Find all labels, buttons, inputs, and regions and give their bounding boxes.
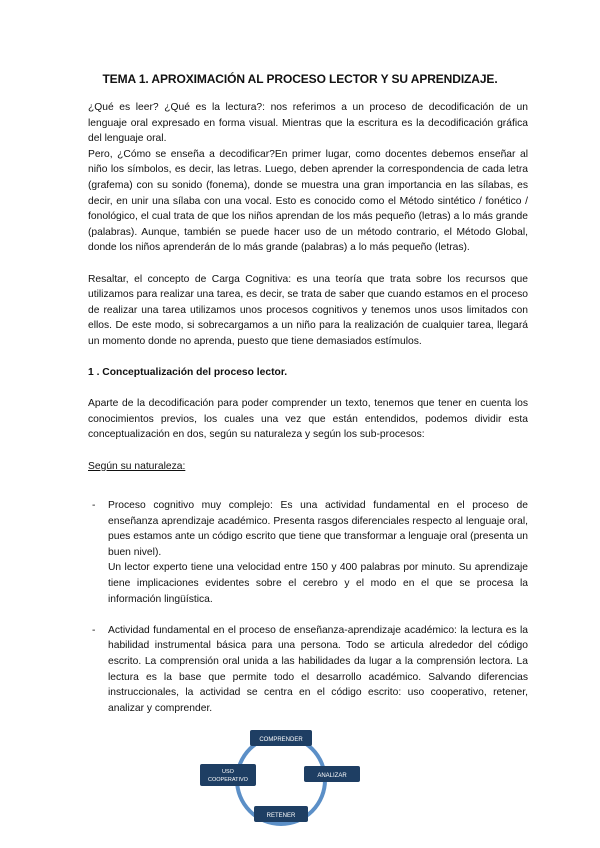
reading-process-diagram — [196, 722, 366, 842]
section-paragraph-1: Aparte de la decodificación para poder comprender un texto, tenemos que tener en cuenta los conocimientos previos, los cuales una vez que están entendidos, podemos dividir esta conceptualización en dos, según su naturaleza y según los sub-procesos: — [88, 398, 528, 441]
list-dash: - — [92, 624, 96, 636]
intro-paragraph-2: Pero, ¿Cómo se enseña a decodificar?En primer lugar, como docentes debemos enseñar al niño los símbolos, es decir, las letras. Luego, deben aprender la correspondencia de cada letra (grafema) con su sonido (fonema), donde se muestra una gran importancia en las sílabas, es decir, en unir una sílaba con una vocal. Esto es conocido como el Método sintético / fonético / fonológico, el cual trata de que los niños aprendan de los más pequeño (letras) a lo más grande (palabras). Aunque, también se puede hacer uso de un método contrario, el Método Global, donde los niños aprenderán de lo más grande (palabras) a lo más pequeño (letras). — [88, 148, 528, 254]
diagram-label-left-1: USO — [222, 769, 234, 775]
list-item — [88, 498, 528, 607]
diagram-label-top: COMPRENDER — [259, 737, 303, 743]
intro-section — [88, 100, 528, 474]
diagram-label-bottom: RETENER — [266, 813, 296, 819]
bullet-list — [88, 498, 528, 716]
list-dash: - — [92, 500, 96, 511]
section-subheading: Según su naturaleza: — [88, 460, 186, 472]
list-item-text-2: Un lector experto tiene una velocidad entre 150 y 400 palabras por minuto. Su aprendizaje tiene implicaciones evidentes sobre el cerebro y el modo en el que se procesa la información lingüística. — [108, 562, 528, 605]
diagram-label-left-2: COOPERATIVO — [208, 777, 248, 783]
list-item-text: Actividad fundamental en el proceso de enseñanza-aprendizaje académico: la lectura es la habilidad instrumental básica para una persona. Todo se articula alrededor del código escrito. La comprensión oral unida a las habilidades da lugar a la comprensión lectora. La lectura es la base que permite todo el desarrollo académico. Salvando diferencias instruccionales, la actividad se centra en el código escrito: uso cooperativo, retener, analizar y comprender. — [108, 624, 528, 714]
list-item — [88, 623, 528, 717]
intro-paragraph-3: Resaltar, el concepto de Carga Cognitiva: es una teoría que trata sobre los recursos que utilizamos para realizar una tarea, es decir, se trata de saber que cuando estamos en el proceso de realizar una tarea utilizamos unos procesos cognitivos y tenemos unos usos limitados con ellos. De este modo, si sobrecargamos a un niño para la realización de cualquier tarea, llegará un momento donde no aprenda, puesto que tiene demasiados estímulos. — [88, 273, 528, 347]
section-heading: 1 . Conceptualización del proceso lector. — [88, 367, 288, 379]
list-item-text: Proceso cognitivo muy complejo: Es una actividad fundamental en el proceso de enseñanza aprendizaje académico. Presenta rasgos diferenciales respecto al lenguaje oral, pues estamos ante un código escrito que tiene que transformar a lenguaje oral (presenta un buen nivel). — [108, 500, 528, 558]
diagram-label-right: ANALIZAR — [317, 773, 347, 779]
document-title: TEMA 1. APROXIMACIÓN AL PROCESO LECTOR Y SU APRENDIZAJE. — [102, 72, 498, 86]
intro-paragraph-1: ¿Qué es leer? ¿Qué es la lectura?: nos referimos a un proceso de decodificación de un lenguaje oral expresado en forma visual. Mientras que la escritura es la decodificación gráfica del lenguaje oral. — [88, 102, 528, 145]
